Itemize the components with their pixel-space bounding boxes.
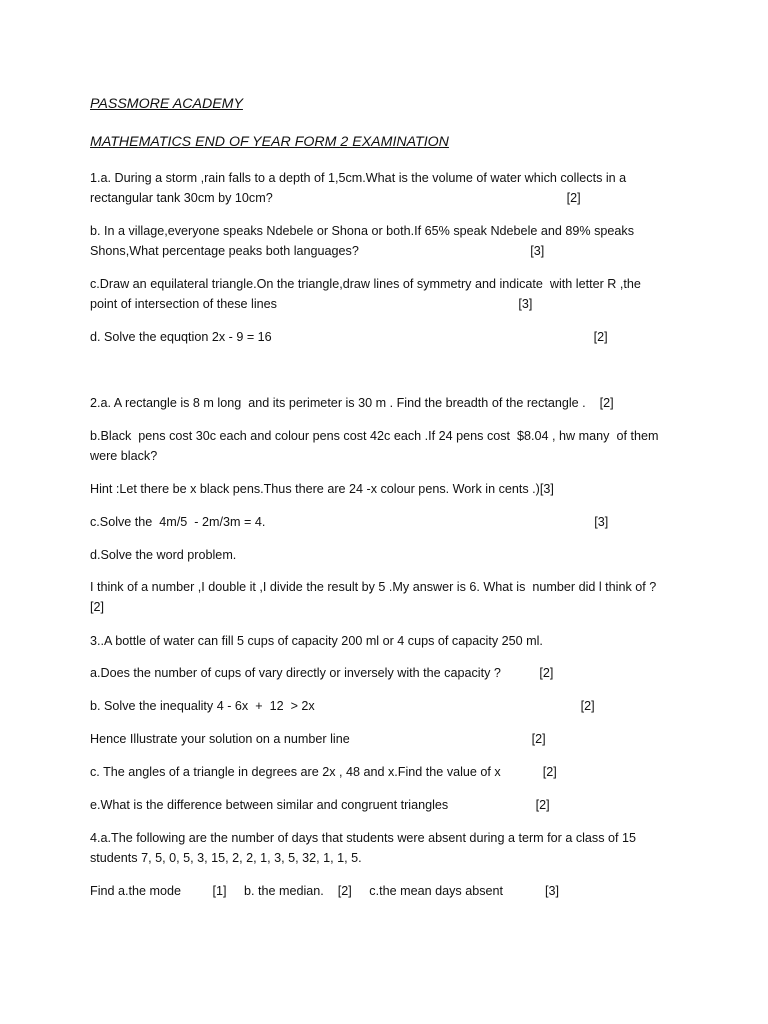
- q1c-text-line1: c.Draw an equilateral triangle.On the triangle,draw lines of symmetry and indicate with letter R ,the: [90, 277, 641, 291]
- q4a-text-line1: 4.a.The following are the number of days that students were absent during a term for a class of 15: [90, 831, 637, 845]
- q2-hint: Hint :Let there be x black pens.Thus there are 24 -x colour pens. Work in cents .)[3]: [90, 482, 554, 496]
- q1b-text-line1: b. In a village,everyone speaks Ndebele or Shona or both.If 65% speak Ndebele and 89% speaks: [90, 224, 634, 238]
- q3a-text: a.Does the number of cups of vary directly or inversely with the capacity ? [2]: [90, 666, 554, 680]
- q3-intro: 3..A bottle of water can fill 5 cups of capacity 200 ml or 4 cups of capacity 250 ml.: [90, 634, 543, 648]
- q1a-text-line1: 1.a. During a storm ,rain falls to a depth of 1,5cm.What is the volume of water which collects in a: [90, 171, 627, 185]
- q2c-text: c.Solve the 4m/5 - 2m/3m = 4. [3]: [90, 515, 609, 529]
- q1c-text-line2: point of intersection of these lines [3]: [90, 297, 533, 311]
- q1a-text-line2: rectangular tank 30cm by 10cm? [2]: [90, 191, 581, 205]
- q2a-text: 2.a. A rectangle is 8 m long and its perimeter is 30 m . Find the breadth of the rectangle . [2]: [90, 396, 614, 410]
- q3-hence-text: Hence Illustrate your solution on a number line [2]: [90, 732, 546, 746]
- q3b-text: b. Solve the inequality 4 - 6x + 12 > 2x [2]: [90, 699, 595, 713]
- q1b-text-line2: Shons,What percentage peaks both languages? [3]: [90, 244, 545, 258]
- q4-find-text: Find a.the mode [1] b. the median. [2] c.the mean days absent [3]: [90, 884, 560, 898]
- q1d-text: d. Solve the equqtion 2x - 9 = 16 [2]: [90, 330, 608, 344]
- q2-word-problem-line1: I think of a number ,I double it ,I divide the result by 5 .My answer is 6. What is number did l think of ?: [90, 580, 657, 594]
- q2b-text-line2: were black?: [90, 449, 158, 463]
- q3e-text: e.What is the difference between similar and congruent triangles [2]: [90, 798, 550, 812]
- q2d-text: d.Solve the word problem.: [90, 548, 237, 562]
- q2-word-problem-line2: [2]: [90, 600, 105, 614]
- school-title: PASSMORE ACADEMY: [90, 96, 243, 112]
- q3c-text: c. The angles of a triangle in degrees are 2x , 48 and x.Find the value of x [2]: [90, 765, 557, 779]
- q2b-text-line1: b.Black pens cost 30c each and colour pens cost 42c each .If 24 pens cost $8.04 , hw many of them: [90, 429, 659, 443]
- q4a-text-line2: students 7, 5, 0, 5, 3, 15, 2, 2, 1, 3, 5, 32, 1, 1, 5.: [90, 851, 362, 865]
- exam-title: MATHEMATICS END OF YEAR FORM 2 EXAMINATION: [90, 134, 449, 150]
